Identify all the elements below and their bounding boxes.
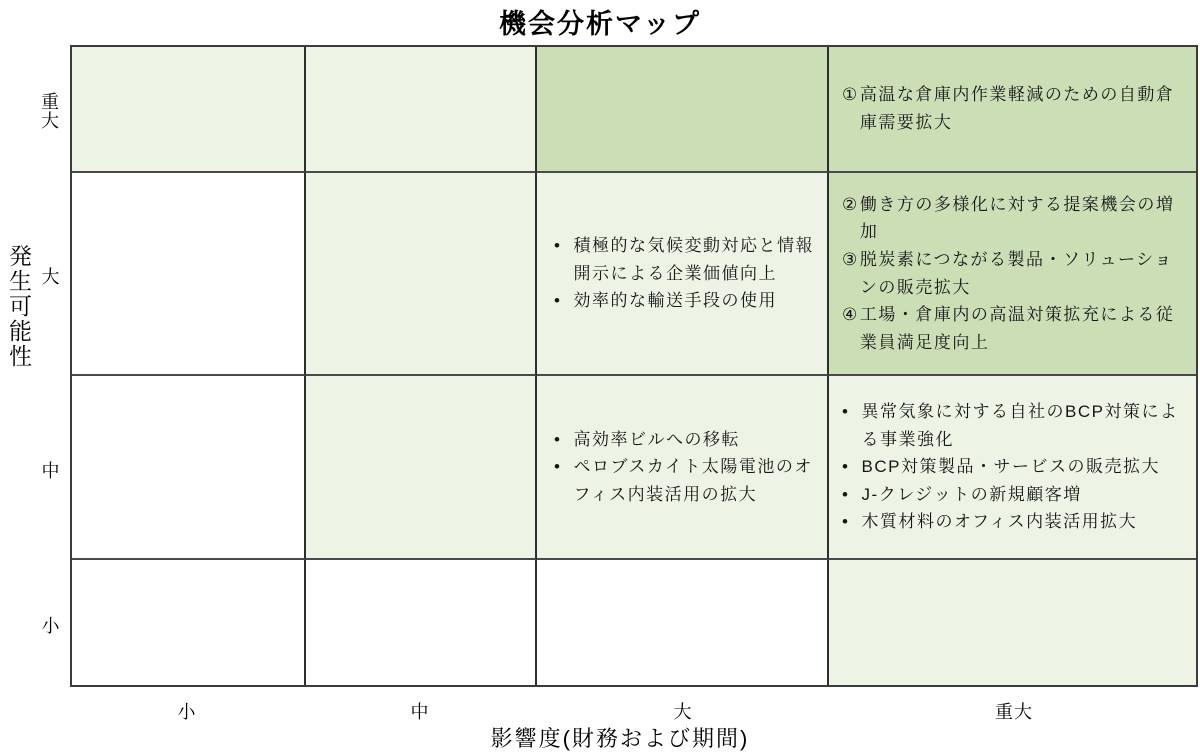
y-tick-medium: 中 <box>41 461 61 481</box>
cell-item-list <box>842 191 1188 356</box>
y-tick-severe: 重大 <box>39 92 59 130</box>
list-item <box>554 453 819 508</box>
x-tick-medium: 中 <box>410 702 430 722</box>
matrix-cell-r2c4 <box>829 173 1196 376</box>
matrix-cell-r1c2 <box>306 47 537 173</box>
list-item <box>842 301 1188 356</box>
bullet-icon: • <box>842 512 850 532</box>
matrix-cell-r2c2 <box>306 173 537 376</box>
list-item-text: 脱炭素につながる製品・ソリューションの販売拡大 <box>859 249 1173 297</box>
list-item-text: 高温な倉庫内作業軽減のための自動倉庫需要拡大 <box>859 85 1175 132</box>
matrix-cell-r4c3 <box>537 560 829 685</box>
circled-number-icon: ④ <box>842 305 859 325</box>
bullet-icon: • <box>554 457 562 477</box>
matrix-cell-r2c3 <box>537 173 829 376</box>
list-item-text: J-クレジットの新規顧客増 <box>861 484 1082 504</box>
circled-number-icon: ③ <box>842 249 859 269</box>
list-item <box>842 246 1188 301</box>
list-item <box>842 81 1188 136</box>
list-item-text: 積極的な気候変動対応と情報開示による企業価値向上 <box>573 236 815 283</box>
list-item-text: 異常気象に対する自社のBCP対策による事業強化 <box>861 402 1179 449</box>
y-axis-title: 発生可能性 <box>6 244 32 369</box>
list-item <box>554 232 819 287</box>
list-item-text: BCP対策製品・サービスの販売拡大 <box>861 457 1161 477</box>
y-tick-large: 大 <box>41 267 61 287</box>
matrix-cell-r2c1 <box>72 173 306 376</box>
matrix-cell-r1c3 <box>537 47 829 173</box>
list-item <box>842 453 1188 481</box>
x-tick-large: 大 <box>673 702 693 722</box>
bullet-icon: • <box>554 429 562 449</box>
matrix-cell-r3c3 <box>537 376 829 560</box>
bullet-icon: • <box>842 402 850 422</box>
matrix-cell-r1c4 <box>829 47 1196 173</box>
list-item <box>842 398 1188 453</box>
list-item <box>554 426 819 454</box>
cell-item-list <box>842 398 1188 536</box>
list-item <box>554 287 819 315</box>
list-item-text: 効率的な輸送手段の使用 <box>573 291 778 311</box>
circled-number-icon: ① <box>842 85 859 105</box>
x-tick-severe: 重大 <box>995 702 1033 722</box>
x-tick-small: 小 <box>177 702 197 722</box>
opportunity-matrix-grid <box>70 45 1198 687</box>
list-item <box>842 191 1188 246</box>
list-item-text: 働き方の多様化に対する提案機会の増加 <box>859 194 1175 242</box>
list-item <box>842 481 1188 509</box>
matrix-cell-r3c1 <box>72 376 306 560</box>
list-item-text: 木質材料のオフィス内装活用拡大 <box>861 512 1138 532</box>
matrix-cell-r4c4 <box>829 560 1196 685</box>
list-item-text: 高効率ビルへの移転 <box>573 429 741 449</box>
y-tick-small: 小 <box>41 616 61 636</box>
bullet-icon: • <box>554 236 562 256</box>
circled-number-icon: ② <box>842 194 859 214</box>
cell-item-list <box>554 426 819 509</box>
matrix-cell-r3c2 <box>306 376 537 560</box>
x-axis-title: 影響度(財務および期間) <box>490 726 750 751</box>
list-item-text: 工場・倉庫内の高温対策拡充による従業員満足度向上 <box>859 305 1175 352</box>
list-item-text: ペロブスカイト太陽電池のオフィス内装活用の拡大 <box>573 457 813 504</box>
matrix-cell-r3c4 <box>829 376 1196 560</box>
matrix-cell-r4c1 <box>72 560 306 685</box>
cell-item-list <box>554 232 819 315</box>
chart-title: 機会分析マップ <box>499 9 701 39</box>
matrix-cell-r1c1 <box>72 47 306 173</box>
bullet-icon: • <box>842 484 850 504</box>
cell-item-list <box>842 81 1188 136</box>
matrix-cell-r4c2 <box>306 560 537 685</box>
list-item <box>842 508 1188 536</box>
bullet-icon: • <box>554 291 562 311</box>
bullet-icon: • <box>842 457 850 477</box>
